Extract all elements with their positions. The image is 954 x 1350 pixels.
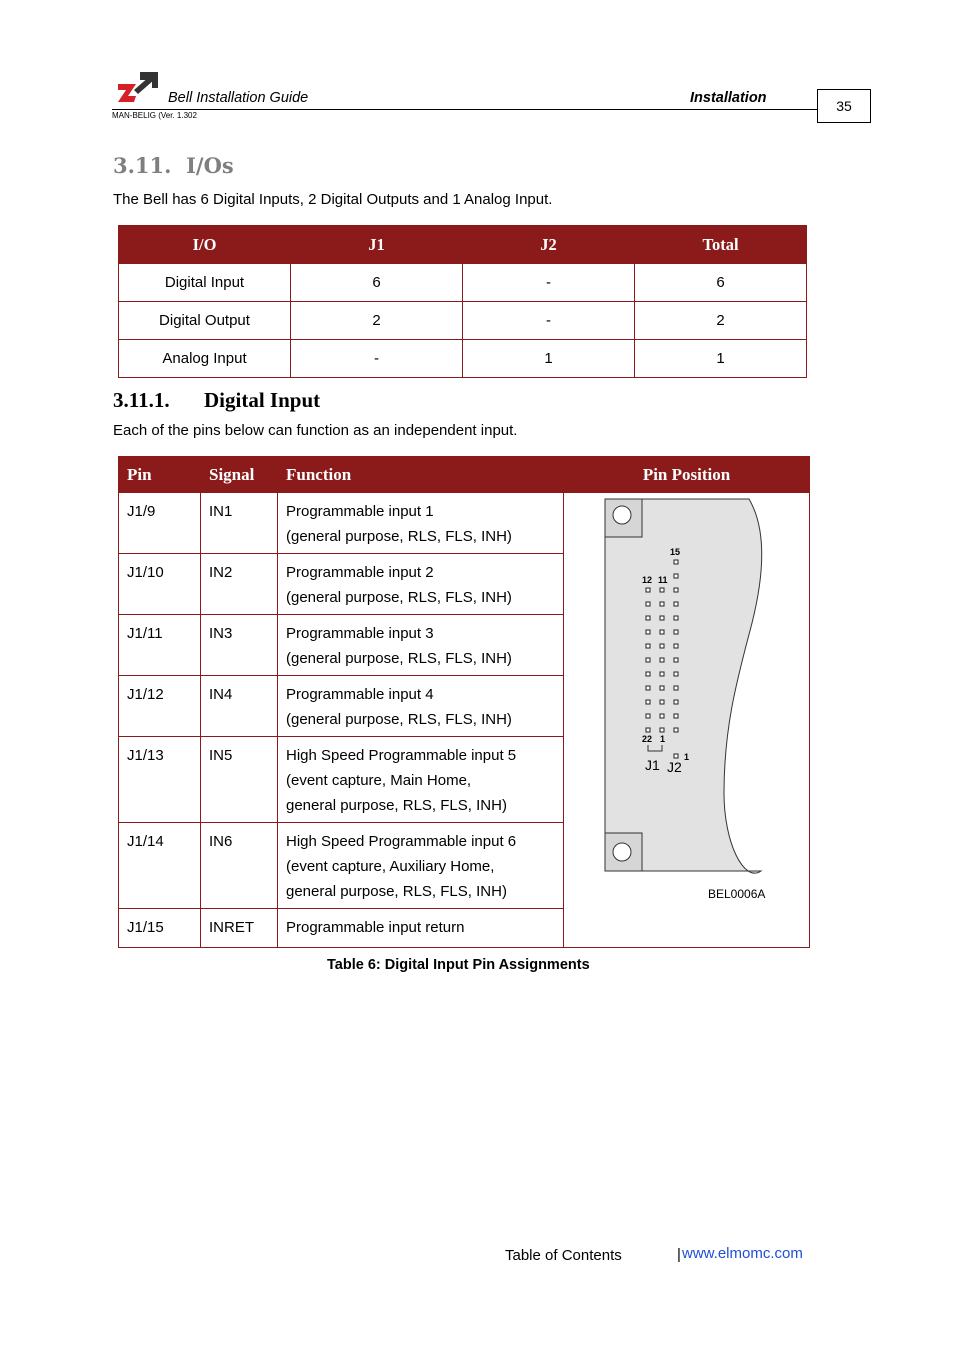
pin-square [646,644,650,648]
pin-square [660,686,664,690]
document-title: Bell Installation Guide [168,90,309,106]
pin-square [660,658,664,662]
function-cell [278,615,564,676]
function-line: High Speed Programmable input 6 [286,833,517,850]
figure-id: BEL0006A [708,887,766,901]
pin-square [646,714,650,718]
pin-square [660,714,664,718]
subsection-heading [113,388,320,413]
function-cell [278,737,564,823]
connector-diagram [564,493,808,945]
pin-square [674,728,678,732]
subsection-title: Digital Input [204,388,321,412]
io-header-cell: J1 [291,226,463,264]
pin-square [660,728,664,732]
function-line: (general purpose, RLS, FLS, INH) [286,711,512,728]
position-header-cell: Pin Position [564,457,810,493]
header-rule [112,109,818,110]
pin-square [674,560,678,564]
elmo-logo [118,72,158,104]
function-line: Programmable input 1 [286,503,434,520]
mounting-hole-icon [613,506,631,524]
pin-square [674,672,678,676]
pin-position-cell [564,493,810,948]
pin-square [646,700,650,704]
io-header-cell: J2 [463,226,635,264]
pin-square [674,616,678,620]
signal-cell: IN6 [201,823,278,909]
function-cell [278,493,564,554]
pin-square [674,714,678,718]
pin-cell: J1/15 [119,909,201,948]
pin-square [660,588,664,592]
table-cell: 2 [291,302,463,340]
page-number: 35 [817,89,871,123]
function-line: (general purpose, RLS, FLS, INH) [286,528,512,545]
io-header-cell: Total [635,226,807,264]
function-line: (event capture, Main Home, [286,772,472,789]
pin-square [646,686,650,690]
pin-square [646,658,650,662]
pin-square [674,644,678,648]
signal-cell: IN5 [201,737,278,823]
pin-square [674,602,678,606]
function-line: (event capture, Auxiliary Home, [286,858,495,875]
io-header-cell: I/O [119,226,291,264]
pin-label-22: 22 [642,734,653,744]
pin-square [660,700,664,704]
pin-square [674,700,678,704]
function-line: High Speed Programmable input 5 [286,747,517,764]
pin-cell: J1/10 [119,554,201,615]
function-line: general purpose, RLS, FLS, INH) [286,797,507,814]
section-intro: The Bell has 6 Digital Inputs, 2 Digital Outputs and 1 Analog Input. [113,191,553,208]
function-cell [278,676,564,737]
j1-label: J1 [645,757,660,773]
pin-square [660,630,664,634]
pin-square [646,602,650,606]
pin-square [646,672,650,676]
table-cell: - [463,302,635,340]
footer-separator: | [677,1246,681,1263]
j2-label: J2 [667,759,682,775]
function-line: Programmable input 3 [286,625,434,642]
signal-header-cell: Signal [201,457,278,493]
table-cell: Digital Output [119,302,291,340]
pin-cell: J1/9 [119,493,201,554]
function-cell [278,823,564,909]
table-row [119,340,807,378]
table-cell: - [463,264,635,302]
subsection-number: 3.11.1. [113,388,170,412]
pin-square [660,672,664,676]
signal-cell: IN4 [201,676,278,737]
pin-square [674,754,678,758]
function-line: (general purpose, RLS, FLS, INH) [286,589,512,606]
function-header-cell: Function [278,457,564,493]
table-cell: 1 [635,340,807,378]
pin-square [674,630,678,634]
table-cell: - [291,340,463,378]
pin-square [646,728,650,732]
pin-square [660,644,664,648]
pin-cell: J1/12 [119,676,201,737]
table-row [119,493,810,554]
pin-header-cell: Pin [119,457,201,493]
pin-square [646,616,650,620]
io-table [118,225,807,378]
pin-square [646,630,650,634]
pin-square [674,686,678,690]
table-cell: 6 [291,264,463,302]
function-cell [278,554,564,615]
function-line: Programmable input 4 [286,686,434,703]
table-cell: Digital Input [119,264,291,302]
pin-label-1: 1 [660,734,666,744]
pin-square [660,616,664,620]
table-cell: 2 [635,302,807,340]
table-cell: 6 [635,264,807,302]
table-row [119,264,807,302]
pin-cell: J1/11 [119,615,201,676]
pin-cell: J1/14 [119,823,201,909]
pin-table-header [119,457,810,493]
signal-cell: INRET [201,909,278,948]
website-link[interactable]: www.elmomc.com [682,1245,803,1262]
pin-square [660,602,664,606]
pin-label-11: 11 [658,575,668,585]
pin-square [674,574,678,578]
subsection-intro: Each of the pins below can function as an independent input. [113,422,518,439]
pin-square [646,588,650,592]
pin-table [118,456,810,948]
table-row [119,302,807,340]
document-version: MAN-BELIG (Ver. 1.302 [112,111,197,120]
pin-cell: J1/13 [119,737,201,823]
pin-label-12: 12 [642,575,653,585]
pin-label-15: 15 [670,547,681,557]
function-line: Programmable input return [286,919,465,936]
pin-square [674,588,678,592]
function-line: (general purpose, RLS, FLS, INH) [286,650,512,667]
pin-square [674,658,678,662]
function-cell [278,909,564,948]
table-caption: Table 6: Digital Input Pin Assignments [327,957,590,973]
chapter-name: Installation [690,90,767,106]
section-heading: 3.11. I/Os [113,153,234,178]
signal-cell: IN1 [201,493,278,554]
table-cell: 1 [463,340,635,378]
j2-pin-label-1: 1 [684,752,690,762]
function-line: general purpose, RLS, FLS, INH) [286,883,507,900]
signal-cell: IN2 [201,554,278,615]
table-cell: Analog Input [119,340,291,378]
mounting-hole-icon [613,843,631,861]
io-table-header [119,226,807,264]
function-line: Programmable input 2 [286,564,434,581]
table-of-contents-link[interactable]: Table of Contents [505,1247,622,1264]
signal-cell: IN3 [201,615,278,676]
